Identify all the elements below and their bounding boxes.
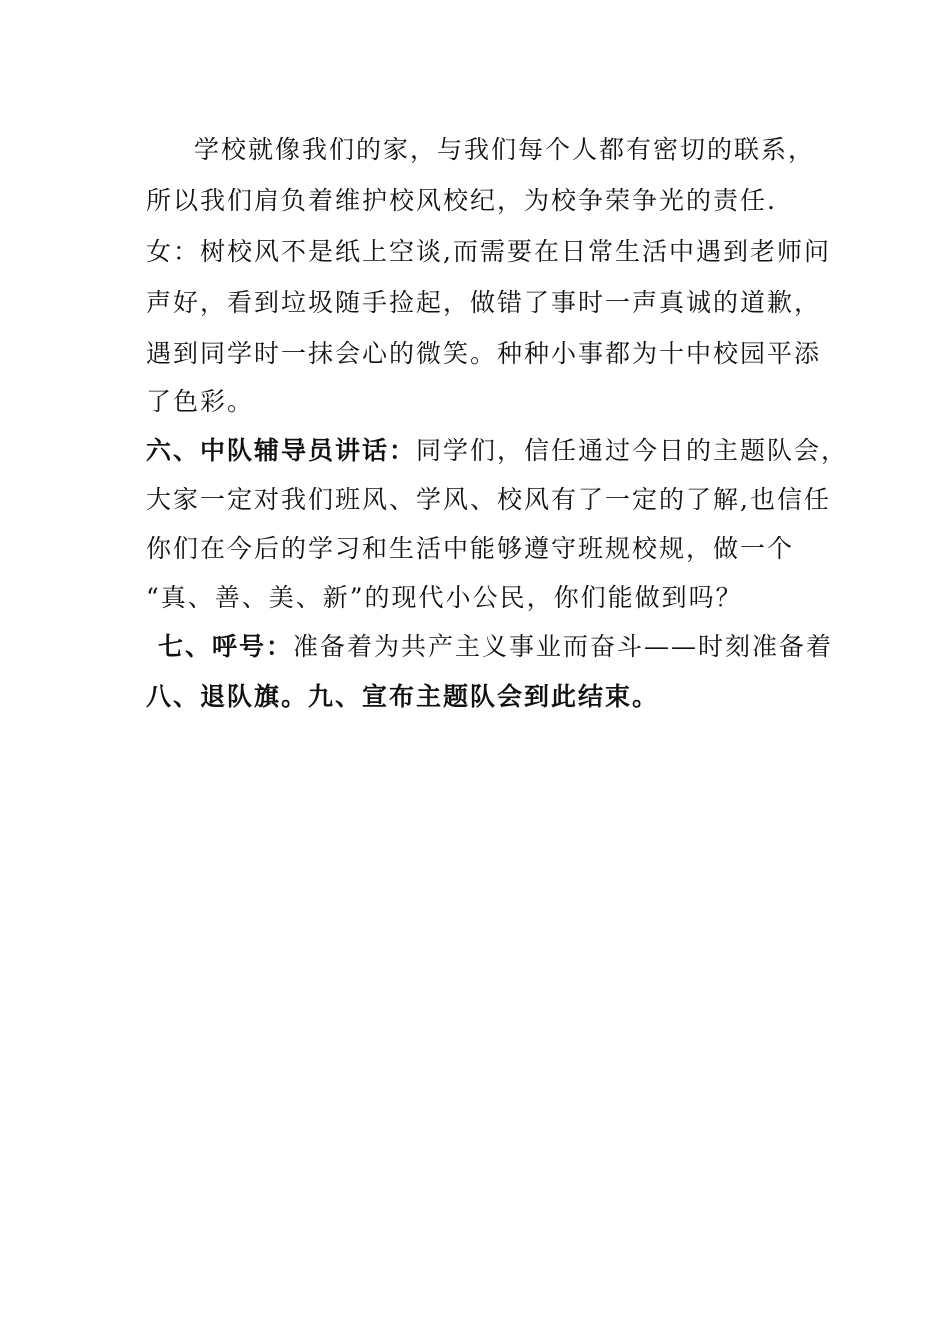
section-six-heading: 六、中队辅导员讲话： bbox=[146, 436, 417, 465]
paragraph-line: 大家一定对我们班风、学风、校风有了一定的了解,也信任 bbox=[146, 485, 831, 514]
paragraph-line: 你们在今后的学习和生活中能够遵守班规校规，做一个 bbox=[146, 534, 795, 563]
paragraph-line: 女：树校风不是纸上空谈,而需要在日常生活中遇到老师问 bbox=[146, 237, 831, 266]
section-eight-line: 八、退队旗。九、宣布主题队会到此结束。 bbox=[146, 682, 660, 711]
paragraph-line: 声好，看到垃圾随手捡起，做错了事时一声真诚的道歉， bbox=[146, 288, 822, 317]
section-six-line bbox=[146, 435, 848, 467]
paragraph-line: 了色彩。 bbox=[146, 387, 255, 416]
paragraph-line: 所以我们肩负着维护校风校纪，为校争荣争光的责任. bbox=[146, 186, 777, 215]
paragraph-line: “真、善、美、新”的现代小公民，你们能做到吗？ bbox=[146, 583, 743, 612]
paragraph-line: 遇到同学时一抹会心的微笑。种种小事都为十中校园平添 bbox=[146, 339, 822, 368]
section-seven-text: 准备着为共产主义事业而奋斗——时刻准备着 bbox=[293, 632, 834, 661]
section-six-text: 同学们，信任通过今日的主题队会， bbox=[416, 436, 849, 465]
paragraph-line: 学校就像我们的家，与我们每个人都有密切的联系， bbox=[194, 135, 816, 164]
section-seven-line bbox=[158, 631, 833, 663]
section-seven-heading: 七、呼号： bbox=[158, 632, 294, 661]
